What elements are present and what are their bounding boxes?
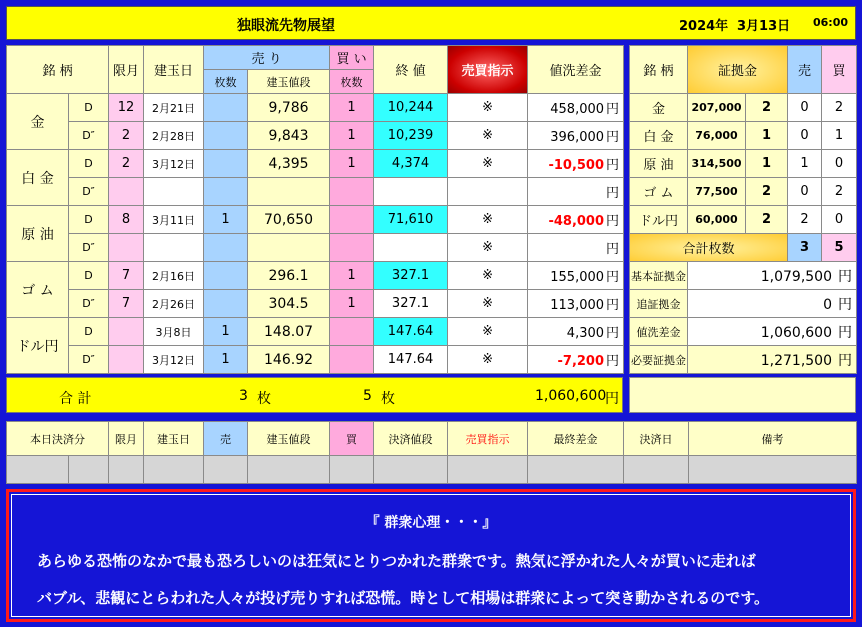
margin-row bbox=[630, 150, 857, 178]
margin-brand: 白 金 bbox=[630, 122, 688, 150]
close-price: 10,239 bbox=[374, 122, 448, 150]
open-date: 2月28日 bbox=[144, 122, 204, 150]
diff-yen: 円 bbox=[606, 354, 620, 369]
diff-value: 113,000 bbox=[550, 298, 605, 313]
settle-col-buy: 買 bbox=[330, 422, 374, 456]
buy-qty: 1 bbox=[330, 262, 374, 290]
margin-col-brand: 銘 柄 bbox=[630, 46, 688, 94]
position-row bbox=[7, 122, 624, 150]
total-count-label: 合計枚数 bbox=[630, 234, 788, 262]
diff-cell bbox=[528, 178, 624, 206]
margin-qty: 1 bbox=[746, 122, 788, 150]
open-date bbox=[144, 234, 204, 262]
margin-blank-cell bbox=[629, 377, 856, 413]
contract-month: 2 bbox=[109, 150, 144, 178]
instruction-mark: ※ bbox=[448, 262, 528, 290]
settle-col-instruction: 売買指示 bbox=[448, 422, 528, 456]
close-price: 327.1 bbox=[374, 262, 448, 290]
buy-qty: 1 bbox=[330, 290, 374, 318]
margin-buy: 0 bbox=[822, 206, 857, 234]
open-date: 3月12日 bbox=[144, 150, 204, 178]
diff-yen: 円 bbox=[606, 214, 620, 229]
total-diff: 1,060,600 bbox=[535, 388, 607, 404]
open-price bbox=[248, 234, 330, 262]
diff-cell bbox=[528, 290, 624, 318]
margin-buy: 0 bbox=[822, 150, 857, 178]
summary-yen: 円 bbox=[838, 324, 853, 341]
close-price: 71,610 bbox=[374, 206, 448, 234]
buy-qty bbox=[330, 318, 374, 346]
brand-name: 金 bbox=[7, 94, 69, 150]
close-price: 10,244 bbox=[374, 94, 448, 122]
margin-qty: 2 bbox=[746, 206, 788, 234]
instruction-mark: ※ bbox=[448, 234, 528, 262]
diff-cell bbox=[528, 234, 624, 262]
margin-header-row bbox=[630, 46, 857, 94]
total-sell-count: 3 bbox=[239, 388, 248, 404]
total-count-sell: 3 bbox=[788, 234, 822, 262]
buy-qty: 1 bbox=[330, 150, 374, 178]
diff-value: -7,200 bbox=[557, 354, 605, 369]
close-price bbox=[374, 234, 448, 262]
diff-yen: 円 bbox=[606, 298, 620, 313]
header-year: 2024年 bbox=[679, 19, 729, 34]
brand-name: 原 油 bbox=[7, 206, 69, 262]
sell-qty bbox=[204, 262, 248, 290]
contract-type: D bbox=[69, 206, 109, 234]
diff-yen: 円 bbox=[606, 270, 620, 285]
margin-buy: 2 bbox=[822, 94, 857, 122]
contract-type: D bbox=[69, 150, 109, 178]
summary-row bbox=[630, 290, 857, 318]
settlement-header-row bbox=[7, 422, 857, 456]
margin-amount: 76,000 bbox=[688, 122, 746, 150]
diff-yen: 円 bbox=[606, 326, 620, 341]
open-date: 3月8日 bbox=[144, 318, 204, 346]
diff-cell bbox=[528, 150, 624, 178]
position-row bbox=[7, 262, 624, 290]
summary-yen: 円 bbox=[838, 296, 853, 313]
open-date: 3月11日 bbox=[144, 206, 204, 234]
positions-table bbox=[6, 45, 624, 374]
contract-type: D″ bbox=[69, 346, 109, 374]
diff-value: 4,300 bbox=[566, 326, 605, 341]
sell-qty: 1 bbox=[204, 346, 248, 374]
message-box bbox=[6, 489, 856, 622]
margin-amount: 77,500 bbox=[688, 178, 746, 206]
instruction-mark: ※ bbox=[448, 122, 528, 150]
contract-month: 8 bbox=[109, 206, 144, 234]
col-close: 終 値 bbox=[374, 46, 448, 94]
margin-row bbox=[630, 206, 857, 234]
open-date: 2月26日 bbox=[144, 290, 204, 318]
diff-value: 396,000 bbox=[550, 130, 605, 145]
col-instruction: 売買指示 bbox=[448, 46, 528, 94]
margin-amount: 207,000 bbox=[688, 94, 746, 122]
margin-qty: 2 bbox=[746, 94, 788, 122]
col-brand: 銘 柄 bbox=[7, 46, 109, 94]
brand-name: 白 金 bbox=[7, 150, 69, 206]
sell-qty: 1 bbox=[204, 318, 248, 346]
summary-label: 値洗差金 bbox=[630, 318, 688, 346]
margin-brand: 金 bbox=[630, 94, 688, 122]
instruction-mark: ※ bbox=[448, 290, 528, 318]
total-row bbox=[6, 377, 623, 413]
col-sell-qty: 枚数 bbox=[204, 70, 248, 94]
open-price bbox=[248, 178, 330, 206]
total-yen: 円 bbox=[605, 391, 619, 407]
col-buy: 買 い bbox=[330, 46, 374, 70]
summary-row bbox=[630, 346, 857, 374]
margin-qty: 2 bbox=[746, 178, 788, 206]
buy-qty bbox=[330, 178, 374, 206]
margin-sell: 0 bbox=[788, 178, 822, 206]
sell-qty bbox=[204, 122, 248, 150]
header-date: 3月13日 bbox=[737, 19, 791, 34]
buy-qty: 1 bbox=[330, 122, 374, 150]
settle-col-close-price: 決済値段 bbox=[374, 422, 448, 456]
summary-value-cell bbox=[688, 262, 857, 290]
position-row bbox=[7, 178, 624, 206]
col-month: 限月 bbox=[109, 46, 144, 94]
sell-qty bbox=[204, 94, 248, 122]
diff-yen: 円 bbox=[606, 186, 620, 201]
total-buy-unit: 枚 bbox=[381, 391, 395, 407]
margin-amount: 314,500 bbox=[688, 150, 746, 178]
sell-qty bbox=[204, 290, 248, 318]
contract-month bbox=[109, 234, 144, 262]
margin-buy: 2 bbox=[822, 178, 857, 206]
summary-yen: 円 bbox=[838, 352, 853, 369]
summary-value-cell bbox=[688, 290, 857, 318]
diff-value: -48,000 bbox=[548, 214, 605, 229]
instruction-mark: ※ bbox=[448, 318, 528, 346]
contract-month: 7 bbox=[109, 290, 144, 318]
app-title: 独眼流先物展望 bbox=[237, 18, 335, 34]
open-date: 2月16日 bbox=[144, 262, 204, 290]
diff-value: 155,000 bbox=[550, 270, 605, 285]
diff-cell bbox=[528, 262, 624, 290]
position-row bbox=[7, 290, 624, 318]
settlement-table bbox=[6, 421, 857, 484]
diff-cell bbox=[528, 94, 624, 122]
total-sell-unit: 枚 bbox=[257, 391, 271, 407]
margin-row bbox=[630, 94, 857, 122]
diff-cell bbox=[528, 318, 624, 346]
margin-brand: 原 油 bbox=[630, 150, 688, 178]
position-row bbox=[7, 94, 624, 122]
diff-yen: 円 bbox=[606, 102, 620, 117]
contract-month: 12 bbox=[109, 94, 144, 122]
header-time: 06:00 bbox=[813, 16, 849, 29]
margin-row bbox=[630, 122, 857, 150]
diff-yen: 円 bbox=[606, 158, 620, 173]
settle-col-final-diff: 最終差金 bbox=[528, 422, 624, 456]
margin-row bbox=[630, 178, 857, 206]
contract-month bbox=[109, 318, 144, 346]
open-price: 9,843 bbox=[248, 122, 330, 150]
diff-cell bbox=[528, 346, 624, 374]
summary-value-cell bbox=[688, 318, 857, 346]
contract-type: D bbox=[69, 318, 109, 346]
contract-type: D″ bbox=[69, 178, 109, 206]
margin-qty: 1 bbox=[746, 150, 788, 178]
margin-sell: 2 bbox=[788, 206, 822, 234]
contract-type: D bbox=[69, 262, 109, 290]
summary-value-cell bbox=[688, 346, 857, 374]
contract-month: 7 bbox=[109, 262, 144, 290]
contract-month bbox=[109, 346, 144, 374]
settle-col-today: 本日決済分 bbox=[7, 422, 109, 456]
position-row bbox=[7, 206, 624, 234]
diff-cell bbox=[528, 122, 624, 150]
settle-col-open-date: 建玉日 bbox=[144, 422, 204, 456]
contract-type: D bbox=[69, 94, 109, 122]
open-price: 70,650 bbox=[248, 206, 330, 234]
margin-buy: 1 bbox=[822, 122, 857, 150]
close-price: 147.64 bbox=[374, 346, 448, 374]
buy-qty bbox=[330, 206, 374, 234]
buy-qty bbox=[330, 346, 374, 374]
contract-type: D″ bbox=[69, 234, 109, 262]
margin-sell: 1 bbox=[788, 150, 822, 178]
diff-yen: 円 bbox=[606, 130, 620, 145]
contract-type: D″ bbox=[69, 122, 109, 150]
settle-col-note: 備考 bbox=[689, 422, 857, 456]
summary-label: 必要証拠金 bbox=[630, 346, 688, 374]
summary-label: 基本証拠金 bbox=[630, 262, 688, 290]
diff-value: -10,500 bbox=[548, 158, 605, 173]
total-label: 合 計 bbox=[59, 391, 92, 407]
open-price: 148.07 bbox=[248, 318, 330, 346]
buy-qty: 1 bbox=[330, 94, 374, 122]
col-open-price: 建玉値段 bbox=[248, 70, 330, 94]
open-date bbox=[144, 178, 204, 206]
header-bar bbox=[6, 6, 856, 40]
margin-brand: ドル円 bbox=[630, 206, 688, 234]
position-row bbox=[7, 318, 624, 346]
summary-label: 追証拠金 bbox=[630, 290, 688, 318]
instruction-mark: ※ bbox=[448, 150, 528, 178]
message-line-1: あらゆる恐怖のなかで最も恐ろしいのは狂気にとりつかれた群衆です。熱気に浮かれた人々が買いに走れば bbox=[37, 552, 756, 570]
instruction-mark: ※ bbox=[448, 94, 528, 122]
summary-row bbox=[630, 262, 857, 290]
message-line-2: バブル、悲観にとらわれた人々が投げ売りすれば恐慌。時として相場は群衆によって突き動かされるのです。 bbox=[37, 589, 770, 607]
margin-sell: 0 bbox=[788, 122, 822, 150]
settle-col-sell: 売 bbox=[204, 422, 248, 456]
sell-qty bbox=[204, 234, 248, 262]
total-buy-count: 5 bbox=[363, 388, 372, 404]
summary-yen: 円 bbox=[838, 268, 853, 285]
col-open-date: 建玉日 bbox=[144, 46, 204, 94]
col-sell: 売 り bbox=[204, 46, 330, 70]
settle-col-open-price: 建玉値段 bbox=[248, 422, 330, 456]
open-price: 304.5 bbox=[248, 290, 330, 318]
contract-type: D″ bbox=[69, 290, 109, 318]
open-date: 2月21日 bbox=[144, 94, 204, 122]
diff-yen: 円 bbox=[606, 242, 620, 257]
summary-row bbox=[630, 318, 857, 346]
sell-qty bbox=[204, 178, 248, 206]
summary-value: 1,060,600 bbox=[760, 324, 833, 341]
positions-header-row bbox=[7, 46, 624, 70]
open-price: 146.92 bbox=[248, 346, 330, 374]
open-date: 3月12日 bbox=[144, 346, 204, 374]
close-price: 4,374 bbox=[374, 150, 448, 178]
brand-name: ゴ ム bbox=[7, 262, 69, 318]
instruction-mark: ※ bbox=[448, 206, 528, 234]
col-buy-qty: 枚数 bbox=[330, 70, 374, 94]
margin-total-count-row bbox=[630, 234, 857, 262]
margin-col-sell: 売 bbox=[788, 46, 822, 94]
summary-value: 0 bbox=[823, 296, 833, 313]
margin-amount: 60,000 bbox=[688, 206, 746, 234]
settlement-empty-row bbox=[7, 456, 857, 484]
instruction-mark: ※ bbox=[448, 346, 528, 374]
margin-table bbox=[629, 45, 857, 374]
close-price: 147.64 bbox=[374, 318, 448, 346]
margin-sell: 0 bbox=[788, 94, 822, 122]
contract-month bbox=[109, 178, 144, 206]
margin-col-margin: 証拠金 bbox=[688, 46, 788, 94]
settle-col-month: 限月 bbox=[109, 422, 144, 456]
position-row bbox=[7, 234, 624, 262]
open-price: 9,786 bbox=[248, 94, 330, 122]
instruction-mark bbox=[448, 178, 528, 206]
diff-value: 458,000 bbox=[550, 102, 605, 117]
total-count-buy: 5 bbox=[822, 234, 857, 262]
margin-col-buy: 買 bbox=[822, 46, 857, 94]
sell-qty: 1 bbox=[204, 206, 248, 234]
col-diff: 値洗差金 bbox=[528, 46, 624, 94]
sell-qty bbox=[204, 150, 248, 178]
contract-month: 2 bbox=[109, 122, 144, 150]
brand-name: ドル円 bbox=[7, 318, 69, 374]
settle-col-date: 決済日 bbox=[624, 422, 689, 456]
close-price: 327.1 bbox=[374, 290, 448, 318]
position-row bbox=[7, 150, 624, 178]
open-price: 4,395 bbox=[248, 150, 330, 178]
margin-brand: ゴ ム bbox=[630, 178, 688, 206]
position-row bbox=[7, 346, 624, 374]
close-price bbox=[374, 178, 448, 206]
message-title: 『 群衆心理・・・』 bbox=[365, 515, 497, 531]
open-price: 296.1 bbox=[248, 262, 330, 290]
buy-qty bbox=[330, 234, 374, 262]
summary-value: 1,079,500 bbox=[760, 268, 833, 285]
summary-value: 1,271,500 bbox=[760, 352, 833, 369]
diff-cell bbox=[528, 206, 624, 234]
